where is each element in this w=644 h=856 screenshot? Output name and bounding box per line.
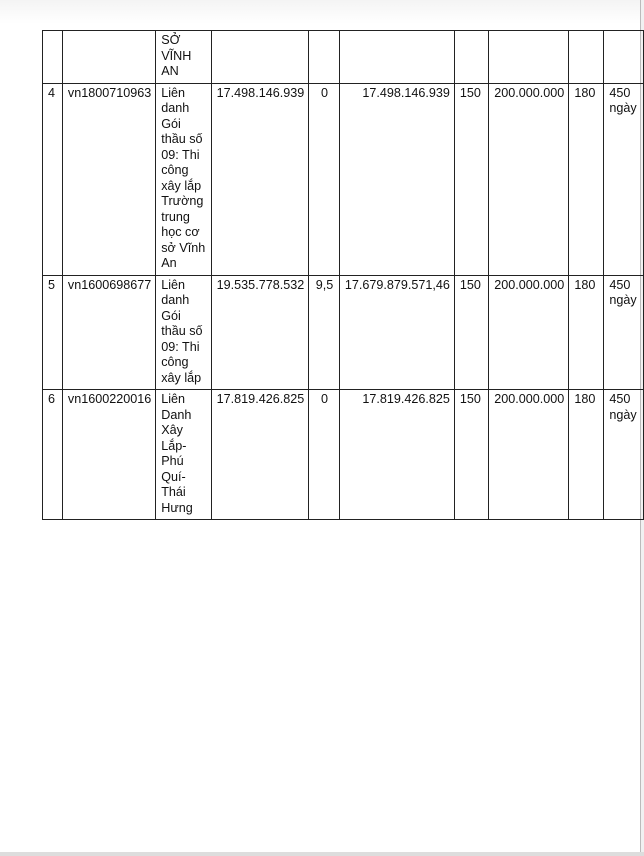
cell-c9: 180: [569, 83, 604, 275]
bottom-toolbar-edge: [0, 852, 644, 856]
cell-code: vn1600220016: [62, 390, 155, 520]
cell-c7: 150: [454, 275, 488, 390]
bid-results-table: [42, 30, 644, 520]
cell-c7: 150: [454, 390, 488, 520]
cell-name: Liên danh Gói thầu số 09: Thi công xây lắp Trường trung học cơ sở Vĩnh An: [156, 83, 211, 275]
cell-name: SỞ VĨNH AN: [156, 31, 211, 84]
cell-code: vn1800710963: [62, 83, 155, 275]
cell-c9: 180: [569, 390, 604, 520]
table-row: [43, 83, 644, 275]
table-row: [43, 275, 644, 390]
cell-name: Liên Danh Xây Lắp-Phú Quí-Thái Hưng: [156, 390, 211, 520]
cell-price: 19.535.778.532: [211, 275, 309, 390]
cell-c8: 200.000.000: [489, 275, 569, 390]
cell-final: 17.679.879.571,46: [339, 275, 454, 390]
cell-final: 17.819.426.825: [339, 390, 454, 520]
cell-c10: [604, 31, 644, 84]
cell-stt: 4: [43, 83, 63, 275]
cell-name: Liên danh Gói thầu số 09: Thi công xây lắp: [156, 275, 211, 390]
cell-stt: 6: [43, 390, 63, 520]
cell-c9: [569, 31, 604, 84]
cell-c10: 450 ngày: [604, 390, 644, 520]
cell-c10: 450 ngày: [604, 275, 644, 390]
cell-final: [339, 31, 454, 84]
page-top-shadow: [0, 0, 640, 24]
cell-c8: [489, 31, 569, 84]
cell-discount: 0: [309, 83, 340, 275]
cell-stt: 5: [43, 275, 63, 390]
cell-price: [211, 31, 309, 84]
cell-stt: [43, 31, 63, 84]
cell-discount: 0: [309, 390, 340, 520]
cell-code: vn1600698677: [62, 275, 155, 390]
cell-discount: [309, 31, 340, 84]
cell-c7: [454, 31, 488, 84]
cell-price: 17.498.146.939: [211, 83, 309, 275]
cell-c8: 200.000.000: [489, 83, 569, 275]
cell-code: [62, 31, 155, 84]
table-row: [43, 31, 644, 84]
cell-c8: 200.000.000: [489, 390, 569, 520]
table-row: [43, 390, 644, 520]
cell-final: 17.498.146.939: [339, 83, 454, 275]
cell-price: 17.819.426.825: [211, 390, 309, 520]
cell-discount: 9,5: [309, 275, 340, 390]
cell-c9: 180: [569, 275, 604, 390]
cell-c7: 150: [454, 83, 488, 275]
cell-c10: 450 ngày: [604, 83, 644, 275]
